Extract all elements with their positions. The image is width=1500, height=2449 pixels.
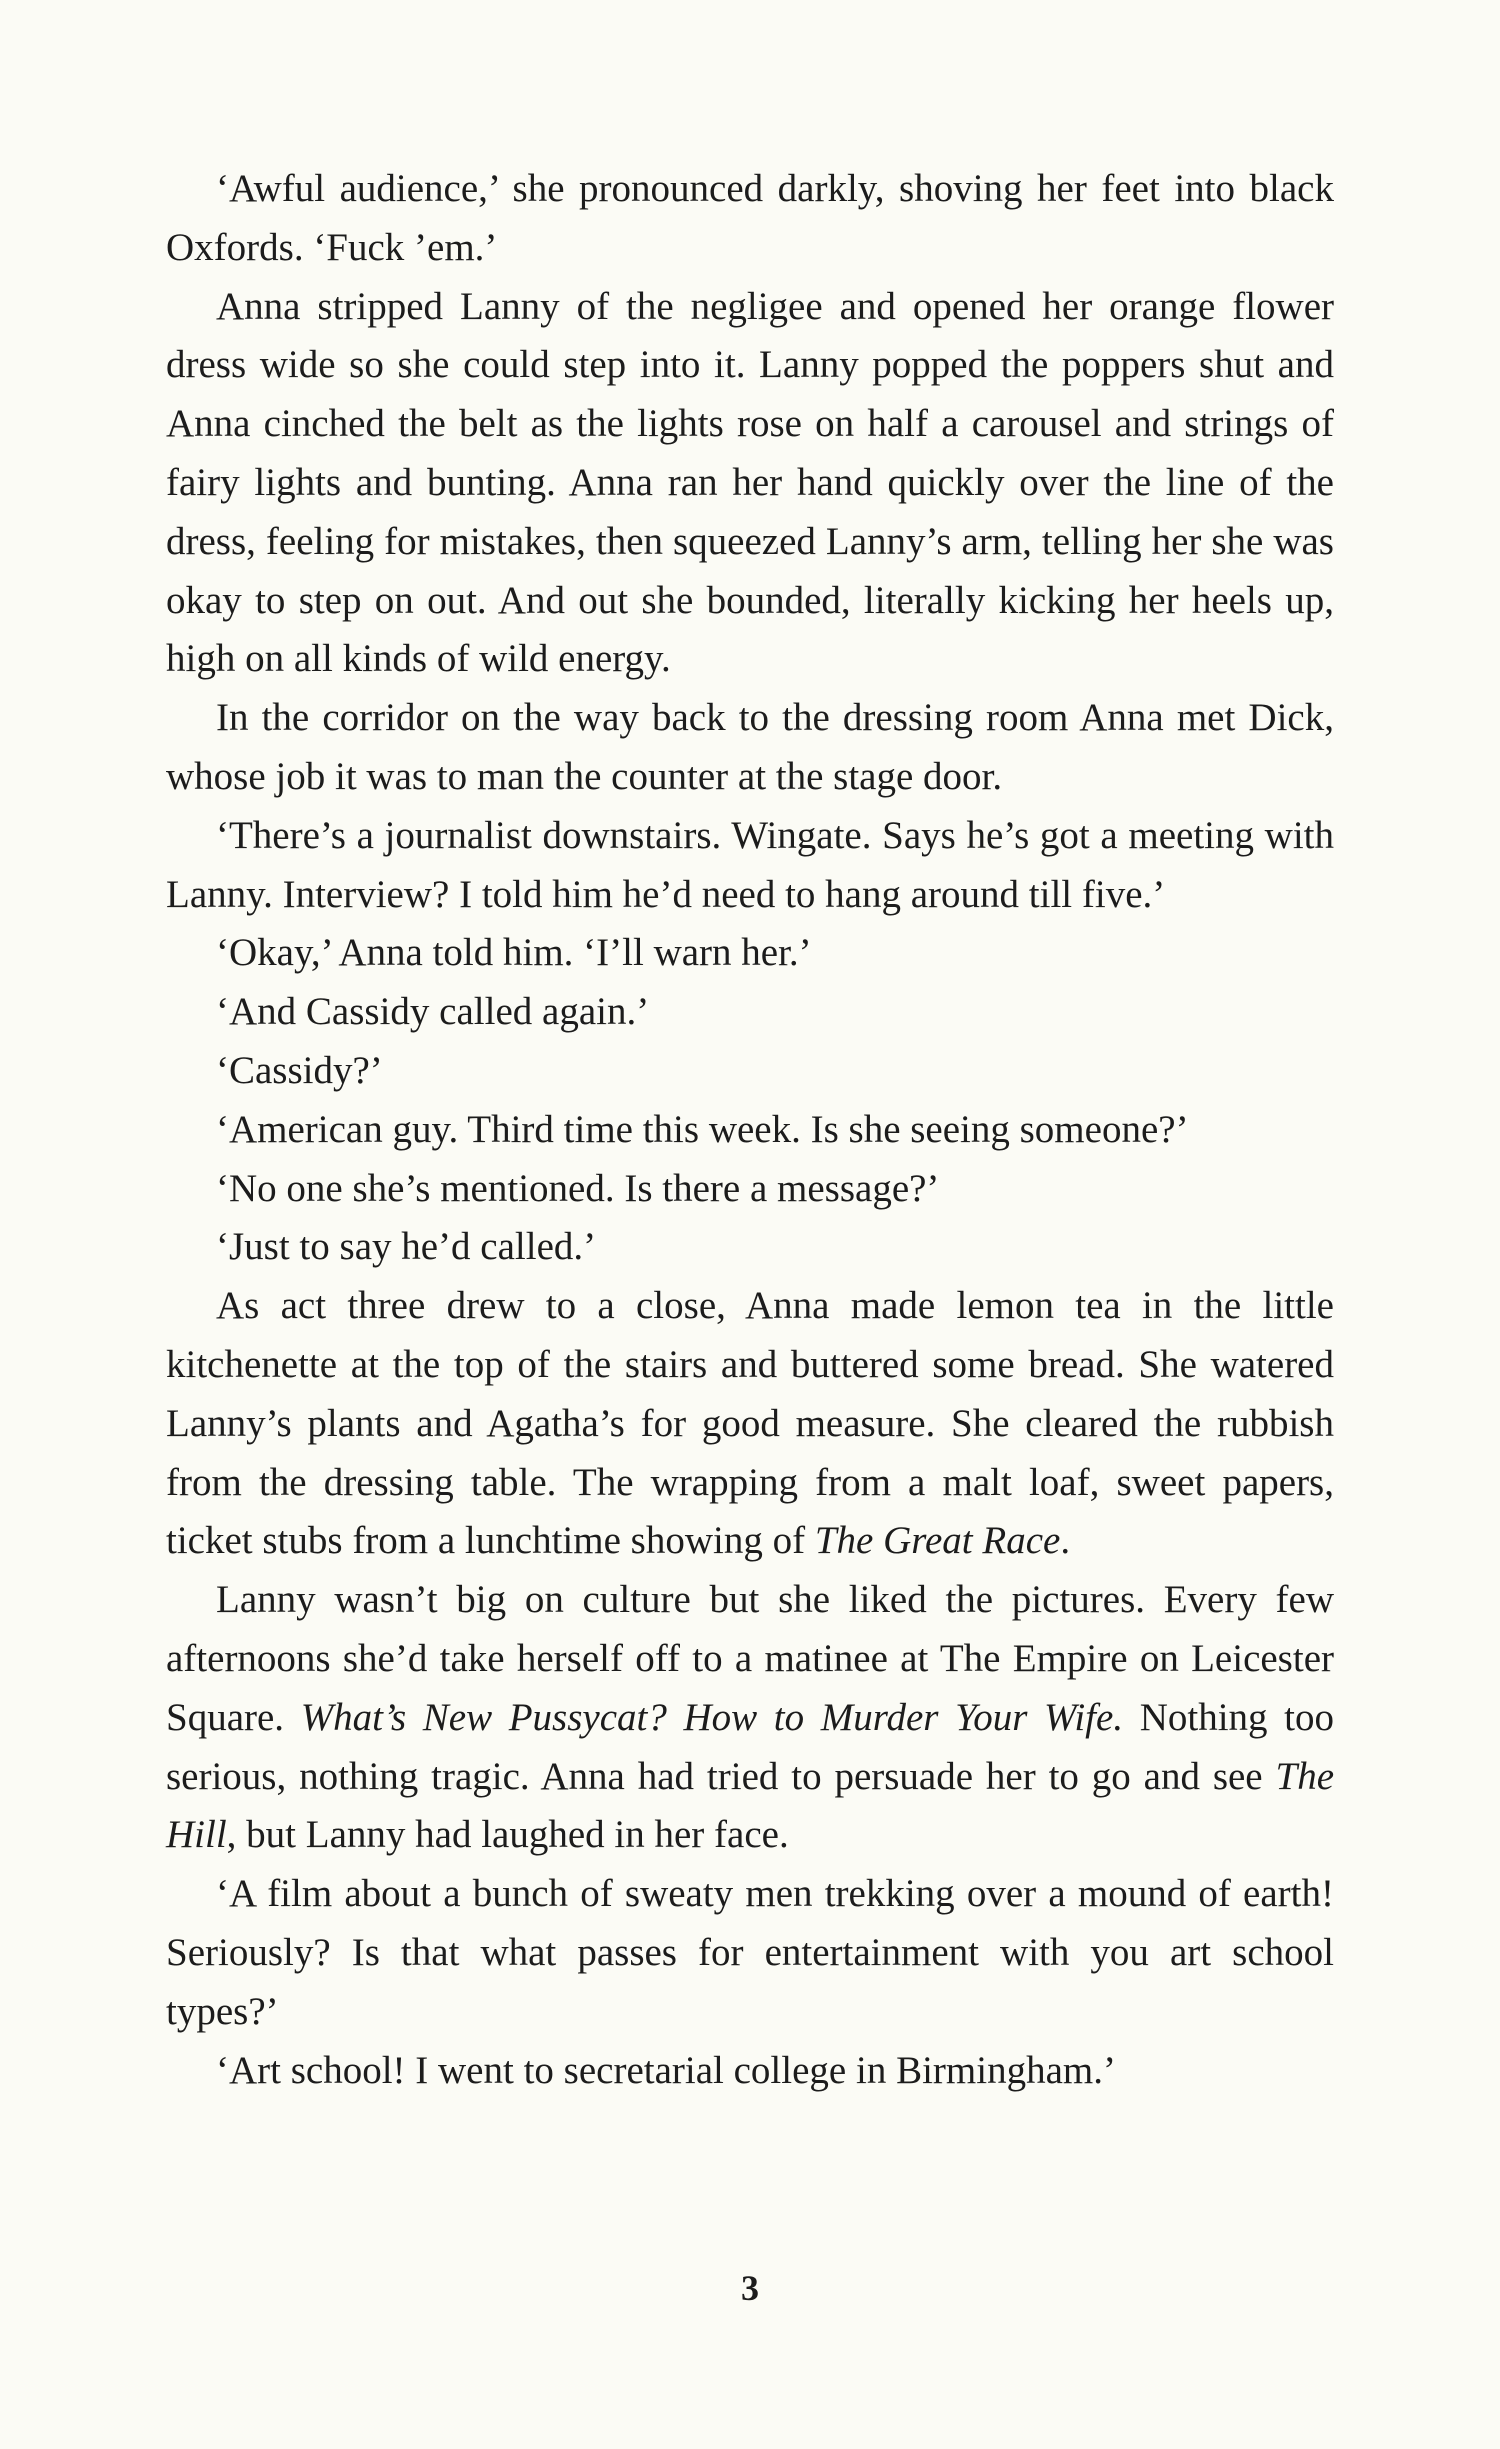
- paragraph: ‘And Cassidy called again.’: [216, 990, 650, 1034]
- film-title: The Hill: [166, 1754, 1334, 1857]
- paragraph: [166, 1571, 1334, 1865]
- paragraph: ‘Just to say he’d called.’: [216, 1225, 597, 1269]
- paragraph: ‘Awful audience,’ she pronounced darkly, shoving her feet into black Oxfords. ‘Fuck ’em.’: [166, 167, 1334, 269]
- paragraph: ‘There’s a journalist downstairs. Wingate. Says he’s got a meeting with Lanny. Interview? I told him he’d need to hang around till five.’: [166, 813, 1334, 916]
- paragraph-text: .: [1060, 1519, 1071, 1563]
- body-text: [166, 160, 1334, 2100]
- paragraph: Anna stripped Lanny of the negligee and opened her orange flower dress wide so she could step into it. Lanny popped the poppers shut and Anna cinched the belt as the lights rose on half a carousel and strings of fairy lights and bunting. Anna ran her hand quickly over the line of the dress, feeling for mistakes, then squeezed Lanny’s arm, telling her she was okay to step on out. And out she bounded, literally kicking her heels up, high on all kinds of wild energy.: [166, 284, 1334, 681]
- paragraph-text: As act three drew to a close, Anna made lemon tea in the little kitchenette at the top of the stairs and buttered some bread. She watered Lanny’s plants and Agatha’s for good measure. She cleared the rubbish from the dressing table. The wrapping from a malt loaf, sweet papers, ticket stubs from a lunchtime showing of: [166, 1284, 1334, 1563]
- paragraph: ‘Okay,’ Anna told him. ‘I’ll warn her.’: [216, 931, 812, 975]
- paragraph: ‘A film about a bunch of sweaty men trekking over a mound of earth! Seriously? Is that what passes for entertainment with you art school types?’: [166, 1872, 1334, 2033]
- paragraph: ‘Cassidy?’: [216, 1048, 383, 1092]
- paragraph: ‘Art school! I went to secretarial college in Birmingham.’: [216, 2048, 1116, 2092]
- paragraph: In the corridor on the way back to the dressing room Anna met Dick, whose job it was to man the counter at the stage door.: [166, 696, 1334, 798]
- page-number: 3: [741, 2268, 759, 2308]
- film-titles: What’s New Pussycat? How to Murder Your Wife.: [300, 1695, 1124, 1739]
- paragraph: ‘No one she’s mentioned. Is there a message?’: [216, 1166, 940, 1210]
- paragraph-text: Lanny wasn’t big on culture but she liked the pictures. Every few afternoons she’d take herself off to a matinee at The Empire on Leicester Square.: [166, 1578, 1334, 1739]
- paragraph: ‘American guy. Third time this week. Is she seeing someone?’: [216, 1107, 1189, 1151]
- paragraph-text: Nothing too serious, nothing tragic. Anna had tried to persuade her to go and see: [166, 1695, 1335, 1798]
- paragraph-text: , but Lanny had laughed in her face.: [226, 1813, 789, 1857]
- film-title: The Great Race: [814, 1519, 1061, 1563]
- paragraph: [166, 1277, 1334, 1571]
